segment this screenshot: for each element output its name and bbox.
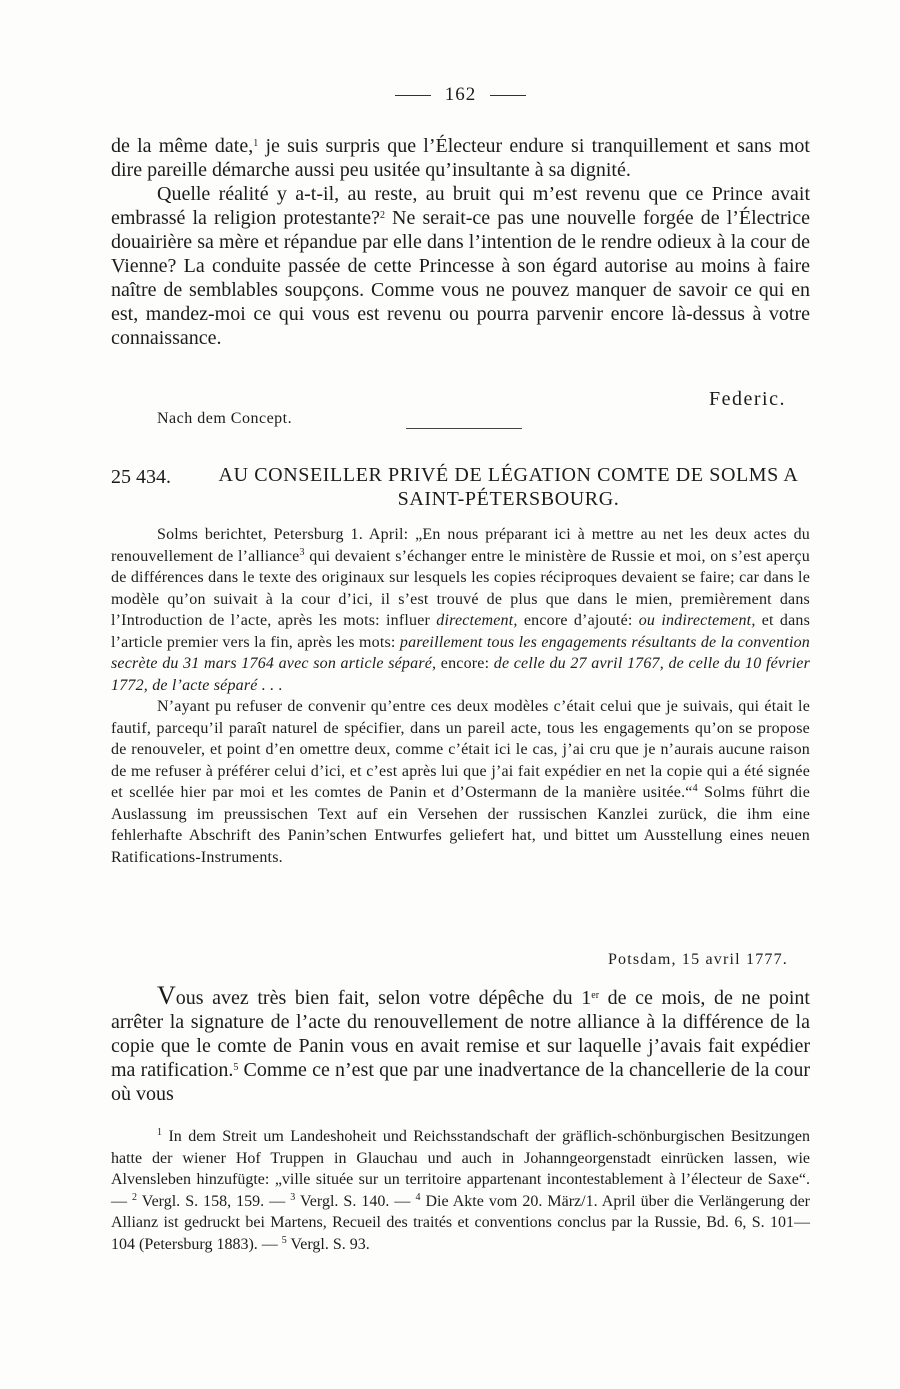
summary-paragraph-2: N’ayant pu refuser de convenir qu’entre ces deux modèles c’était celui que je suivais, qui était le fautif, parcequ’il paraît naturel de spécifier, dans un pareil acte, tous les engagements qu’on se propose de renouveler, et point d’en omettre deux, comme c’était ici le cas, j’ai cru que je n’aurais aucune raison de me refuser à préférer celui d’ici, et c’est après lui que j’ai fait expédier en net la copie qui a été signée et scellée hier par moi et les comtes de Panin et d’Ostermann de la manière usitée.“$^4$ Solms führt die Auslassung im preussischen Text auf ein Versehen der russischen Kanzlei zurück, die ihm eine fehlerhafte Abschrift des Panin’schen Entwurfes geliefert hat, und bittet um Ausstellung eines neuen Ratifications-Instruments.	[111, 698, 810, 866]
section-divider	[406, 428, 522, 429]
opening-text	[111, 134, 810, 350]
footnote-ref: 5	[233, 1062, 239, 1073]
opening-paragraph-2: Quelle réalité y a-t-il, au reste, au bruit qui m’est revenu que ce Prince avait embrassé la religion protestante?$^2$ Ne serait-ce pas une nouvelle forgée de l’Électrice douairière sa mère et répandue par elle dans l’intention de le rendre odieux à la cour de Vienne? La conduite passée de cette Princesse à son égard autorise au moins à faire naître de semblables soupçons. Comme vous ne pouvez manquer de savoir ce qui en est, mandez-moi ce qui vous est revenu ou pourra parvenir encore là-dessus à votre connaissance.	[111, 183, 810, 349]
summary-paragraph-1: Solms berichtet, Petersburg 1. April: „En nous préparant ici à mettre au net les deux actes du renouvellement de l’alliance$^3$ qui devaient s’échanger entre le ministère de Russie et moi, on s’est aperçu de différences dans le texte des originaux sur lesquels les copies réciproques devaient se faire; car dans le modèle qu’on suivait à la cour d’ici, il s’est trouvé de plus que dans le mien, premièrement dans l’Introduction de l’acte, après les mots: influer directement, encore d’ajouté: ou indirectement, et dans l’article premier vers la fin, après les mots: pareillement tous les engagements résultants de la convention secrète du 31 mars 1764 avec son article séparé, encore: de celle du 27 avril 1767, de celle du 10 février 1772, de l’acte séparé . . .	[111, 526, 811, 694]
footnote-ref: 2	[379, 210, 385, 221]
source-note: Nach dem Concept.	[157, 410, 293, 427]
header-rule-right	[490, 95, 526, 96]
header-rule-left	[395, 95, 431, 96]
signature: Federic.	[709, 388, 786, 410]
footnote-ref: 3	[299, 546, 305, 558]
footnote-ref: 1	[253, 138, 259, 149]
letter-body	[111, 981, 810, 1106]
page-number: 162	[444, 84, 477, 105]
document-heading	[111, 463, 810, 511]
opening-paragraph-1: de la même date,$^1$ je suis surpris que l’Électeur endure si tranquillement et sans mot dire pareille démarche aussi peu usitée qu’insultante à sa dignité.	[111, 135, 810, 181]
document-number: 25 434.	[111, 466, 171, 488]
signature-line	[111, 384, 810, 410]
footnotes	[111, 1126, 810, 1256]
letter-paragraph: Vous avez très bien fait, selon votre dépêche du 1er de ce mois, de ne point arrêter la signature de l’acte du renouvellement de notre alliance à la différence de la copie que le comte de Panin vous en avait remise et sur laquelle j’avais fait expédier ma ratification.$^5$ Comme ce n’est que par une inadvertance de la chancellerie de la cour où vous	[111, 981, 810, 1105]
initial-letter: V	[157, 981, 176, 1010]
page-header	[111, 84, 810, 106]
footnote-ref: 4	[692, 783, 698, 794]
document-title: AU CONSEILLER PRIVÉ DE LÉGATION COMTE DE SOLMS A SAINT-PÉTERSBOURG.	[218, 464, 799, 510]
footnote-block: $^1$ In dem Streit um Landeshoheit und Reichsstandschaft der gräflich-schönburgischen Besitzungen hatte der wiener Hof Truppen in Glauchau und auch in Johanngeorgenstadt einrücken lassen, wie Alvensleben hinzufügte: „ville située sur un territoire appartenant incontestablement à l’électeur de Saxe“. — $^2$ Vergl. S. 158, 159. — $^3$ Vergl. S. 140. — $^4$ Die Akte vom 20. März/1. April über die Verlängerung der Allianz ist gedruckt bei Martens, Recueil des traités et conventions conclus par la Russie, Bd. 6, S. 101—104 (Petersburg 1883). — $^5$ Vergl. S. 93.	[111, 1127, 810, 1253]
dateline: Potsdam, 15 avril 1777.	[607, 951, 788, 968]
report-summary	[111, 524, 810, 868]
